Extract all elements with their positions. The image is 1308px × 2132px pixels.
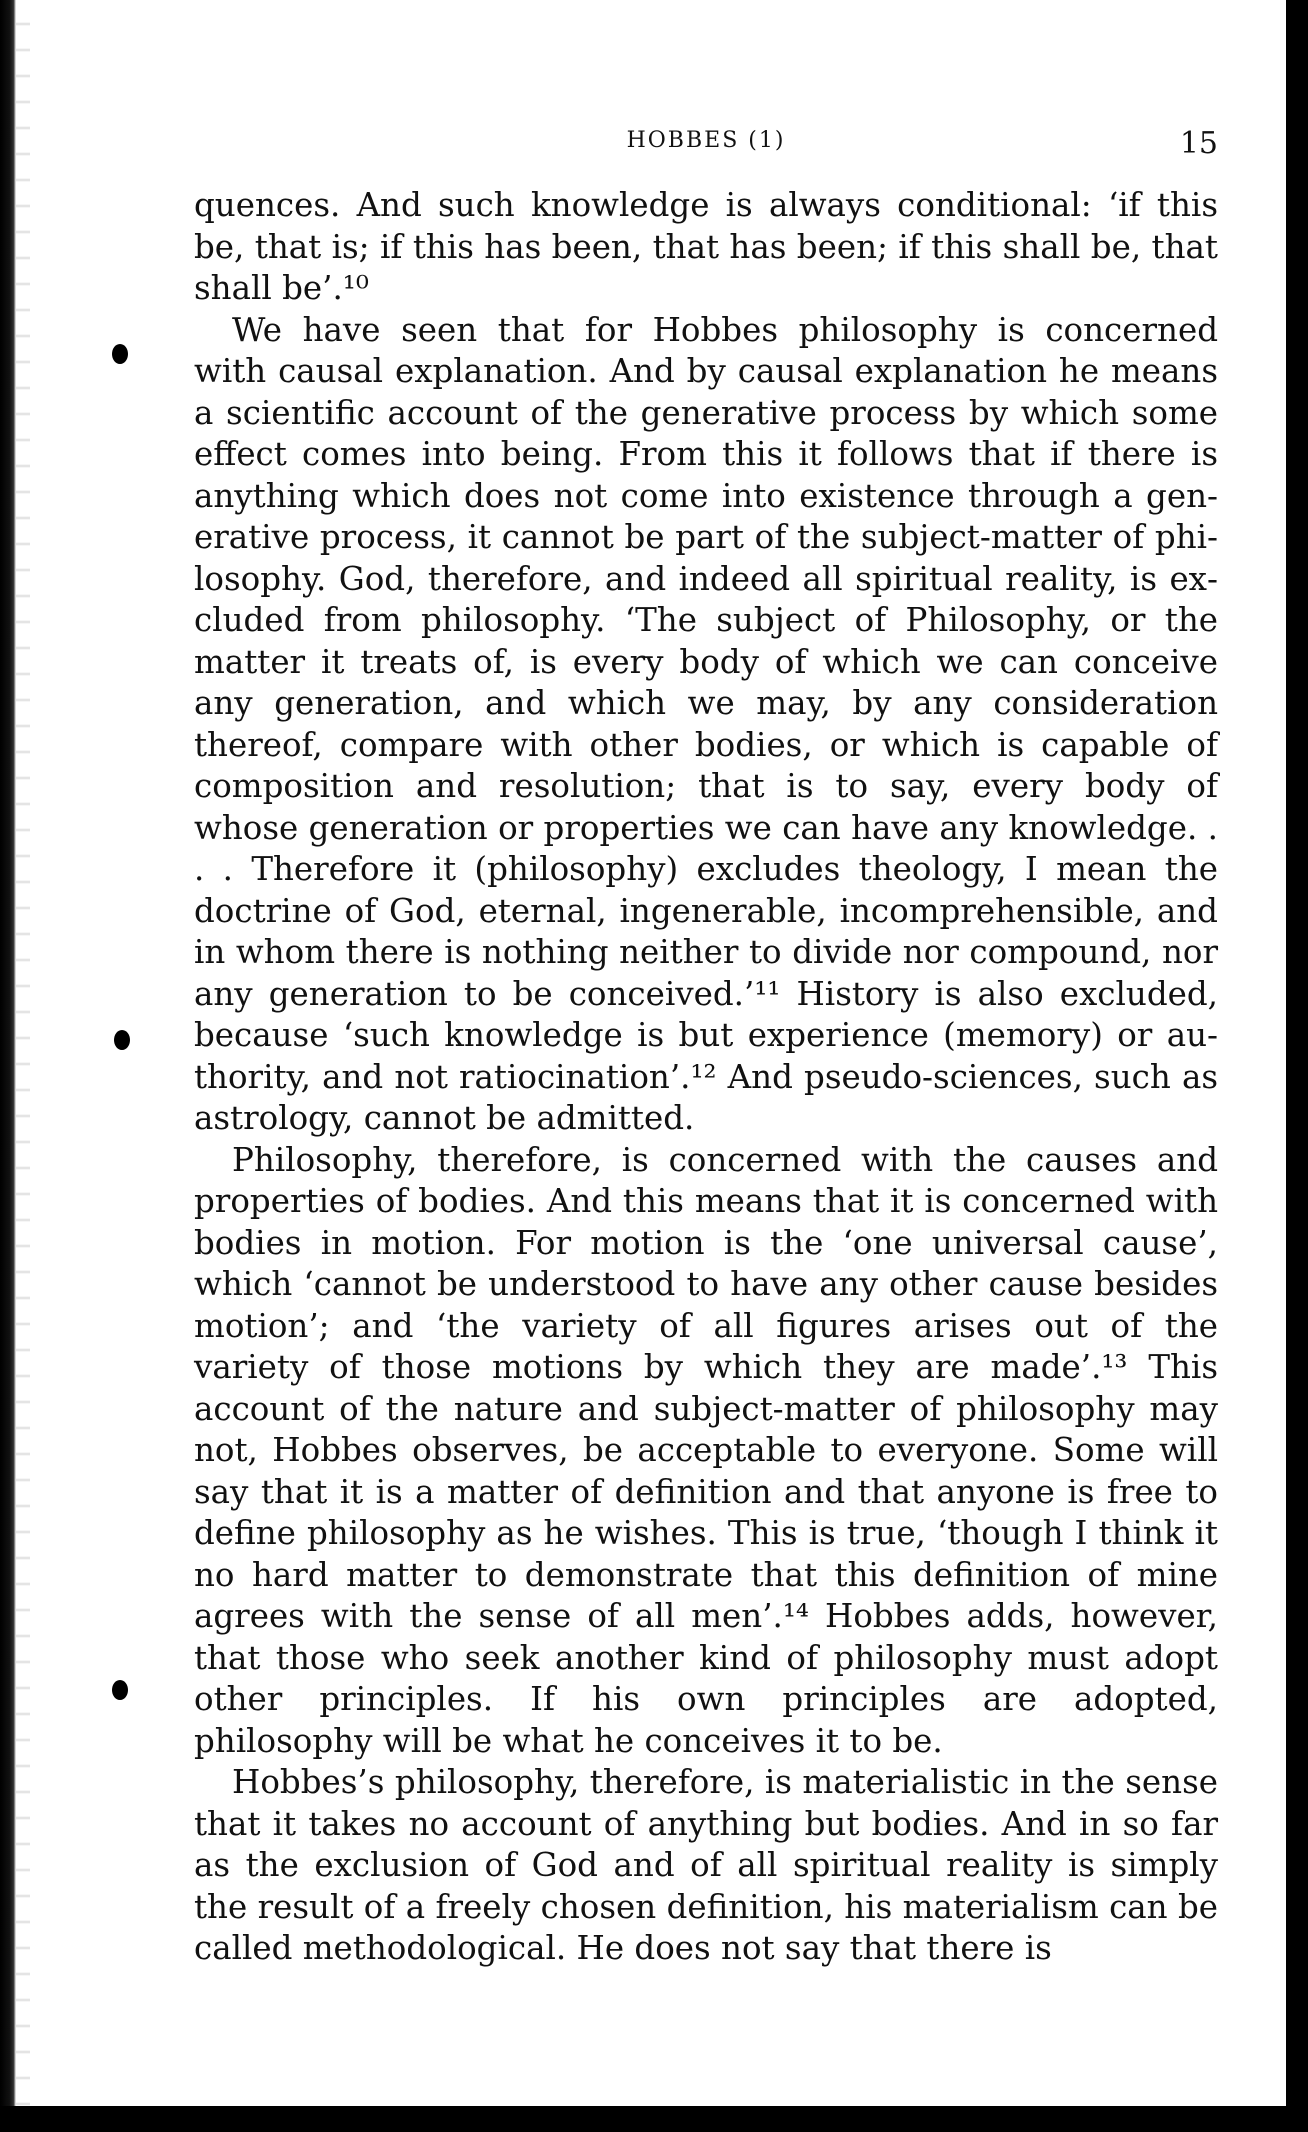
scan-gutter-shadow: [16, 0, 30, 2132]
scan-bottom-edge: [0, 2106, 1308, 2132]
running-title: HOBBES (1): [626, 128, 786, 153]
paragraph: Hobbes’s philosophy, therefore, is materialistic in the sense that it takes no account of anything but bodies. And in so far as the exclusion of God and of all spiritual reality is simply the result of a freely chosen definition, his materialism can be called methodological. He does not say that there is: [194, 1763, 1218, 1967]
body-text: [194, 185, 1218, 1970]
page-header: [194, 128, 1218, 168]
binding-hole-mark: [112, 1680, 128, 1700]
paragraph-continued: quences. And such knowledge is always conditional: ‘if this be, that is; if this has been, that has been; if this shall be, that shall be’.¹⁰: [194, 186, 1218, 307]
paragraph: Philosophy, therefore, is concerned with the causes and properties of bodies. And this means that it is concerned with bodies in motion. For motion is the ‘one universal cause’, which ‘cannot be understood to have any other cause besides motion’; and ‘the variety of all figures arises out of the variety of those motions by which they are made’.¹³ This account of the nature and subject-matter of philosophy may not, Hobbes observes, be acceptable to everyone. Some will say that it is a matter of definition and that anyone is free to define philosophy as he wishes. This is true, ‘though I think it no hard matter to demonstrate that this definition of mine agrees with the sense of all men’.¹⁴ Hobbes adds, however, that those who seek another kind of philosophy must adopt other principles. If his own principles are adopted, philosophy will be what he conceives it to be.: [194, 1140, 1218, 1760]
scan-right-edge: [1286, 0, 1308, 2132]
binding-hole-mark: [112, 344, 128, 364]
scan-left-edge: [0, 0, 16, 2132]
paragraph: We have seen that for Hobbes philosophy is concerned with causal explanation. And by causal explanation he means a scientific account of the generative process by which some effect comes into being. From this it follows that if there is anything which does not come into existence through a generative process, it cannot be part of the subject-matter of philosophy. God, therefore, and indeed all spiritual reality, is excluded from philosophy. ‘The subject of Philosophy, or the matter it treats of, is every body of which we can conceive any generation, and which we may, by any consideration thereof, compare with other bodies, or which is capable of composition and resolution; that is to say, every body of whose generation or properties we can have any knowledge. . . . Therefore it (philosophy) excludes theology, I mean the doctrine of God, eternal, ingenerable, incomprehensible, and in whom there is nothing neither to divide nor compound, nor any generation to be conceived.’¹¹ History is also excluded, because ‘such knowledge is but experience (memory) or authority, and not ratiocination’.¹² And pseudo-sciences, such as astrology, cannot be admitted.: [194, 310, 1218, 1137]
page-number: 15: [1179, 126, 1218, 161]
binding-hole-mark: [114, 1030, 130, 1050]
